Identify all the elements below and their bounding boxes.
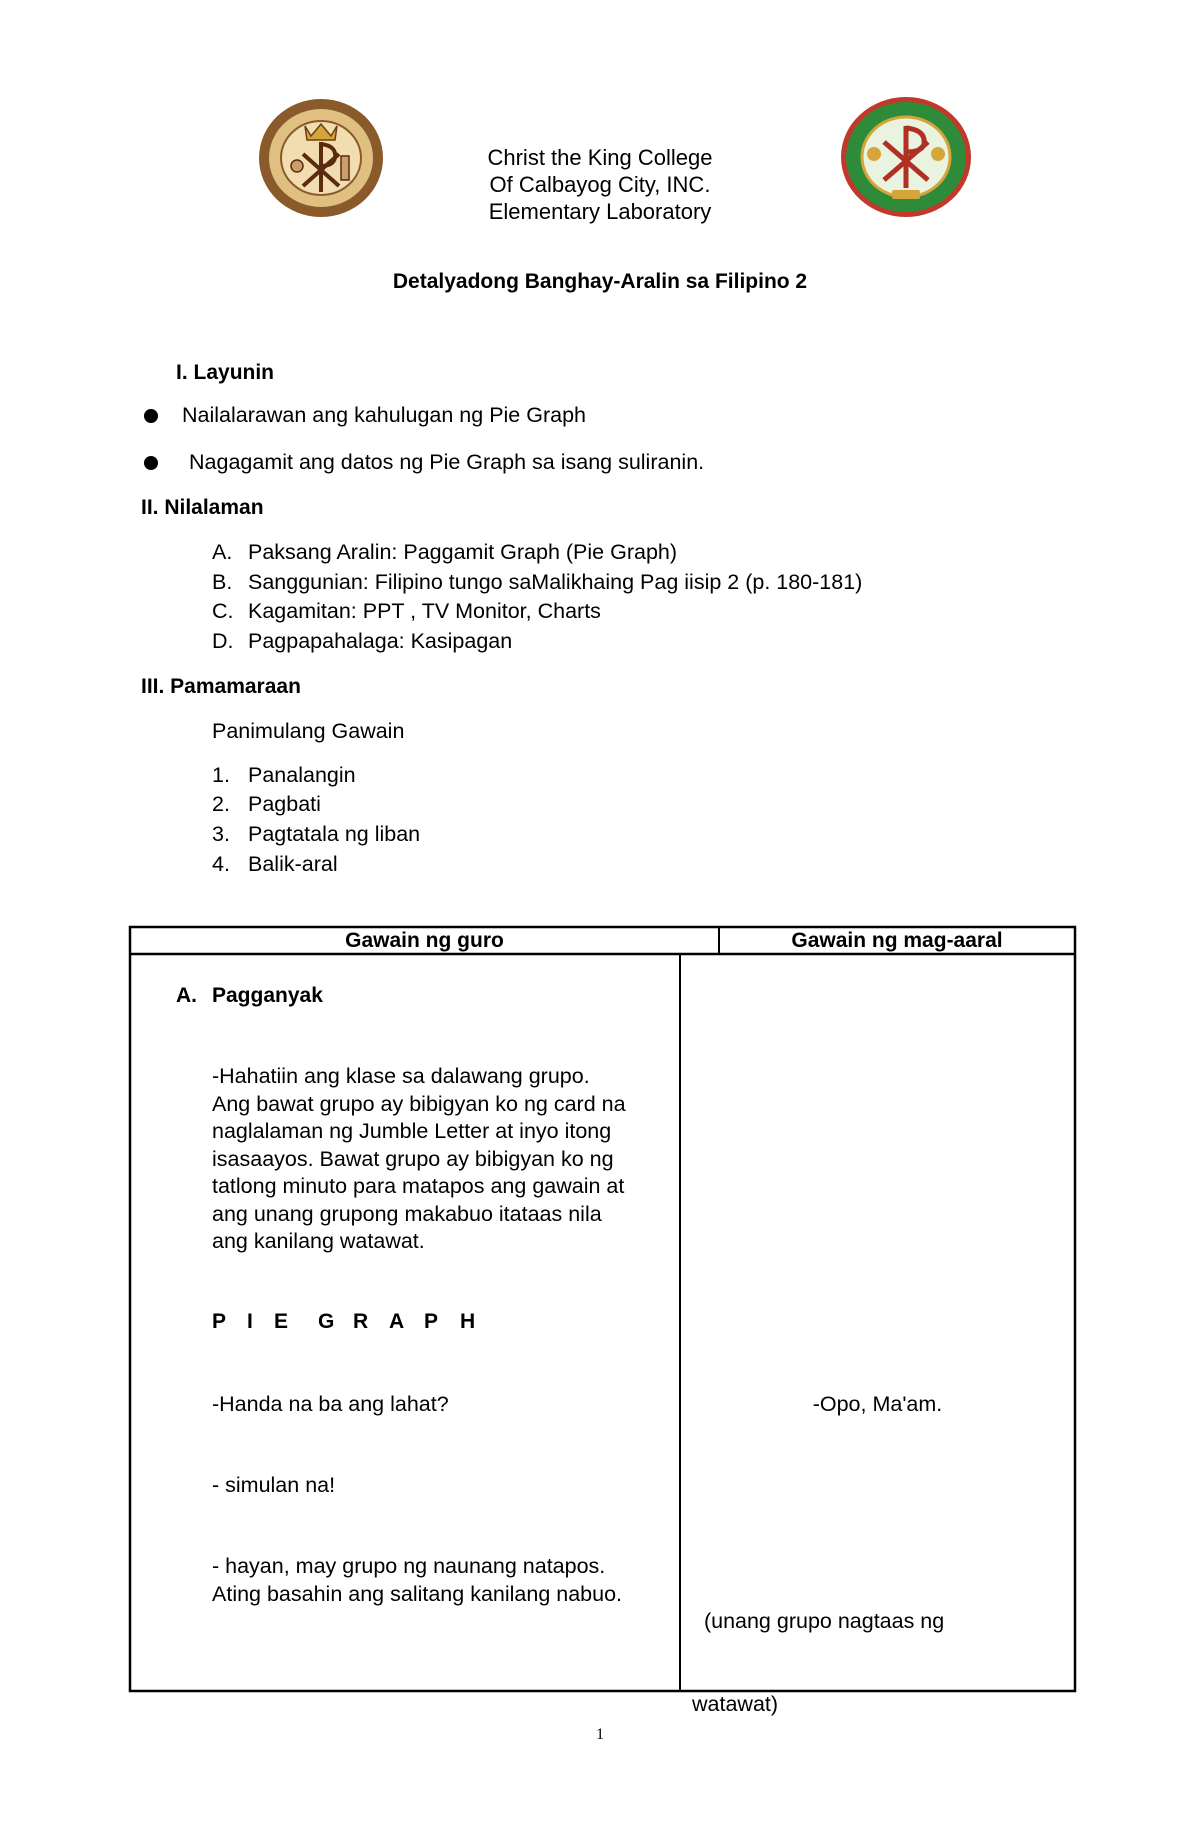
pamamaraan-item [212, 763, 356, 788]
student-line: watawat) [692, 1691, 779, 1716]
list-text: Paksang Aralin: Paggamit Graph (Pie Graph) [248, 540, 678, 564]
list-marker: 4. [212, 852, 230, 876]
layunin-item: Nailalarawan ang kahulugan ng Pie Graph [182, 403, 586, 427]
layunin-item: Nagagamit ang datos ng Pie Graph sa isang suliranin. [189, 450, 705, 474]
list-text: Panalangin [248, 763, 356, 787]
letter-tile: G [318, 1310, 335, 1333]
instruction-line: Ang bawat grupo ay bibigyan ko ng card na [212, 1091, 626, 1116]
list-text: Pagpapahalaga: Kasipagan [248, 629, 513, 653]
nilalaman-item [212, 629, 512, 654]
teacher-line: - hayan, may grupo ng naunang natapos. [212, 1554, 606, 1578]
letter-tile: R [353, 1310, 369, 1333]
list-marker: 3. [212, 822, 230, 846]
school-header [380, 144, 820, 225]
teacher-start: - simulan na! [212, 1473, 336, 1497]
instruction-line: -Hahatiin ang klase sa dalawang grupo. [212, 1064, 590, 1088]
letter-tile: P [212, 1310, 227, 1333]
list-marker: D. [212, 629, 234, 653]
letter-tile: A [389, 1310, 405, 1333]
nilalaman-item [212, 599, 601, 624]
school-logo-left [257, 96, 385, 220]
list-text: Pagbati [248, 792, 321, 816]
page-number: 1 [596, 1726, 604, 1743]
instruction-line: naglalaman ng Jumble Letter at inyo itong [212, 1119, 612, 1143]
instruction-line: ang unang grupong makabuo itataas nila [212, 1201, 602, 1226]
pamamaraan-intro: Panimulang Gawain [212, 719, 405, 743]
list-marker: 1. [212, 763, 230, 787]
document-title: Detalyadong Banghay-Aralin sa Filipino 2 [392, 270, 808, 293]
nilalaman-item [212, 570, 862, 595]
letter-tile: I [247, 1310, 253, 1333]
school-logo-right [840, 96, 972, 218]
letter-tile: E [274, 1310, 289, 1333]
section-marker: A. [176, 984, 197, 1007]
pamamaraan-item [212, 852, 338, 877]
bullet-icon [144, 456, 158, 470]
student-finish-note [692, 1553, 944, 1746]
teacher-line: Ating basahin ang salitang kanilang nabuo. [212, 1581, 623, 1606]
column-header-teacher: Gawain ng guro [345, 929, 504, 952]
list-text: Sanggunian: Filipino tungo saMalikhaing Pag iisip 2 (p. 180-181) [248, 570, 863, 594]
teacher-question-ready: -Handa na ba ang lahat? [212, 1392, 449, 1416]
student-line: (unang grupo nagtaas ng [692, 1609, 945, 1633]
list-marker: C. [212, 599, 234, 623]
section-pagganyak [176, 984, 323, 1008]
bullet-icon [144, 409, 158, 423]
letter-tile: H [460, 1310, 476, 1333]
layunin-heading: I. Layunin [176, 361, 275, 384]
pamamaraan-item [212, 792, 321, 817]
list-marker: A. [212, 540, 233, 564]
school-department: Elementary Laboratory [488, 199, 712, 224]
school-location: Of Calbayog City, INC. [489, 172, 711, 197]
student-answer-ready: -Opo, Ma'am. [812, 1392, 943, 1416]
list-text: Kagamitan: PPT , TV Monitor, Charts [248, 599, 601, 623]
column-header-student: Gawain ng mag-aaral [791, 929, 1003, 952]
instruction-line: tatlong minuto para matapos ang gawain at [212, 1174, 625, 1198]
teacher-finish-note [212, 1553, 622, 1608]
pamamaraan-heading: III. Pamamaraan [141, 675, 301, 698]
list-text: Pagtatala ng liban [248, 822, 421, 846]
list-marker: 2. [212, 792, 230, 816]
nilalaman-heading: II. Nilalaman [141, 496, 264, 519]
section-title: Pagganyak [212, 984, 323, 1007]
letter-tile: P [424, 1310, 439, 1333]
teacher-instructions [212, 1063, 672, 1256]
school-name: Christ the King College [487, 145, 713, 170]
list-text: Balik-aral [248, 852, 338, 876]
list-marker: B. [212, 570, 233, 594]
pamamaraan-item [212, 822, 420, 847]
instruction-line: isasaayos. Bawat grupo ay bibigyan ko ng [212, 1146, 614, 1171]
nilalaman-item [212, 540, 677, 565]
instruction-line: ang kanilang watawat. [212, 1229, 425, 1253]
